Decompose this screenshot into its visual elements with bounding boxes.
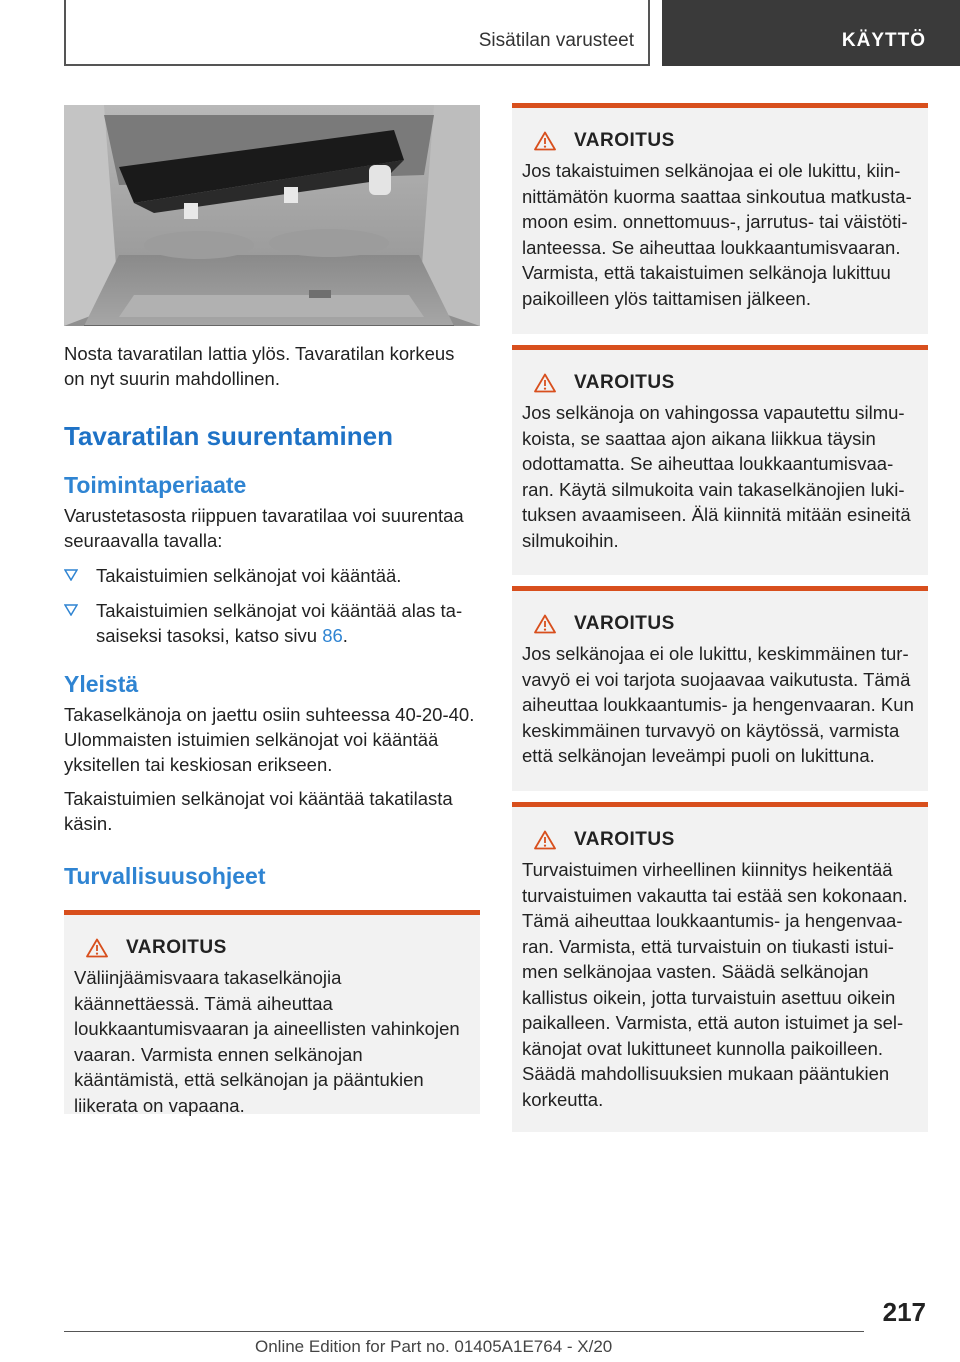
warning-box: [512, 802, 928, 1132]
warning-header: [522, 130, 918, 152]
warning-header: [522, 372, 918, 394]
warning-title: VAROITUS: [574, 130, 675, 151]
section-header-box: [64, 0, 650, 66]
photo-caption: Nosta tavaratilan lattia ylös. Tavaratilan korkeus on nyt suurin mahdollinen.: [64, 343, 455, 389]
warning-header: [74, 937, 470, 959]
warning-triangle-icon: [534, 830, 556, 850]
list-item-text: Takaistuimien selkänojat voi kääntää alas tasaiseksi tasoksi, katso sivu: [96, 600, 463, 646]
warning-text: Jos selkänoja on vahingossa vapautettu silmukoista, se saattaa ajon aikana liikkua täysin odottamatta. Se aiheuttaa loukkaantumisvaaran. Käytä silmukoita vain takaselkänojien lukituksen avaamiseen. Älä kiinnitä mitään esineitä silmukoihin.: [522, 402, 911, 551]
general-paragraph: Takaistuimien selkänojat voi kääntää takatilasta käsin.: [64, 788, 453, 834]
warning-box: [512, 103, 928, 334]
section-title: Sisätilan varusteet: [478, 30, 634, 51]
edition-footer: Online Edition for Part no. 01405A1E764 - X/20: [255, 1337, 613, 1356]
warning-title: VAROITUS: [574, 613, 675, 634]
section-heading: Tavaratilan suurentaminen: [64, 421, 393, 451]
warning-text: Väliinjäämisvaara takaselkänojia käännettäessä. Tämä aiheuttaa loukkaantumisvaaran ja aineellisten vahinkojen vaaran. Varmista ennen selkänojan kääntämistä, että selkänojan ja pääntukien liikerata on vapaana.: [74, 967, 460, 1116]
list-item-text: Takaistuimien selkänojat voi kääntää.: [96, 565, 402, 586]
general-heading: Yleistä: [64, 671, 139, 697]
principle-list: [64, 563, 480, 648]
cargo-area-illustration: [64, 105, 480, 326]
warning-triangle-icon: [534, 614, 556, 634]
cargo-area-photo: [64, 105, 480, 326]
warning-triangle-icon: [534, 131, 556, 151]
warning-triangle-icon: [86, 938, 108, 958]
warning-box: [512, 586, 928, 791]
safety-heading: Turvallisuusohjeet: [64, 863, 266, 889]
footer-divider: [64, 1331, 864, 1332]
warning-header: [522, 829, 918, 851]
warning-box: [64, 910, 480, 1114]
chapter-title: KÄYTTÖ: [841, 30, 926, 51]
warning-title: VAROITUS: [574, 829, 675, 850]
principle-heading: Toimintaperiaate: [64, 472, 247, 498]
general-paragraph: Takaselkänoja on jaettu osiin suhteessa 40-20-40. Ulommaisten istuimien selkänojat voi kääntää yksitellen tai keskiosan erikseen.: [64, 704, 475, 775]
list-item-suffix: .: [342, 625, 348, 646]
page-header: [0, 0, 960, 66]
list-item: [64, 598, 480, 648]
warning-text: Jos selkänojaa ei ole lukittu, keskimmäinen turvavyö ei voi tarjota suojaavaa vaikutusta. Tämä aiheuttaa loukkaantumis- ja hengenvaaran. Kun keskimmäinen turvavyö on käytössä, varmista että selkänojan leveämpi puoli on lukittuna.: [522, 643, 914, 766]
principle-text: Varustetasosta riippuen tavaratilaa voi suurentaa seuraavalla tavalla:: [64, 505, 464, 551]
left-column: [64, 105, 480, 890]
right-column: [512, 103, 928, 1132]
page-number: 217: [882, 1297, 926, 1327]
triangle-bullet-icon: [64, 569, 78, 581]
triangle-bullet-icon: [64, 604, 78, 616]
warning-header: [522, 613, 918, 635]
warning-title: VAROITUS: [126, 937, 227, 958]
page-link[interactable]: 86: [322, 625, 343, 646]
warning-text: Jos takaistuimen selkänojaa ei ole lukittu, kiinnittämätön kuorma saattaa sinkoutua matkustamoon esim. onnettomuus-, jarrutus- tai väistötilanteessa. Se aiheuttaa loukkaantumisvaaran. Varmista, että takaistuimen selkänoja lukittuu paikoilleen ylös taittamisen jälkeen.: [522, 160, 912, 309]
warning-text: Turvaistuimen virheellinen kiinnitys heikentää turvaistuimen vakautta tai estää sen kokonaan. Tämä aiheuttaa loukkaantumis- ja hengenvaaran. Varmista, että turvaistuin on tiukasti istuimen selkänojaa vasten. Säädä selkänojan kallistus oikein, jotta turvaistuin asettuu oikein paikalleen. Varmista, että auton istuimet ja selkänojat ovat lukittuneet kunnolla paikoilleen. Säädä mahdollisuuksien mukaan pääntukien korkeutta.: [522, 859, 908, 1110]
list-item: [64, 563, 480, 588]
warning-box: [512, 345, 928, 575]
warning-triangle-icon: [534, 373, 556, 393]
warning-title: VAROITUS: [574, 372, 675, 393]
chapter-tab: [662, 0, 960, 66]
